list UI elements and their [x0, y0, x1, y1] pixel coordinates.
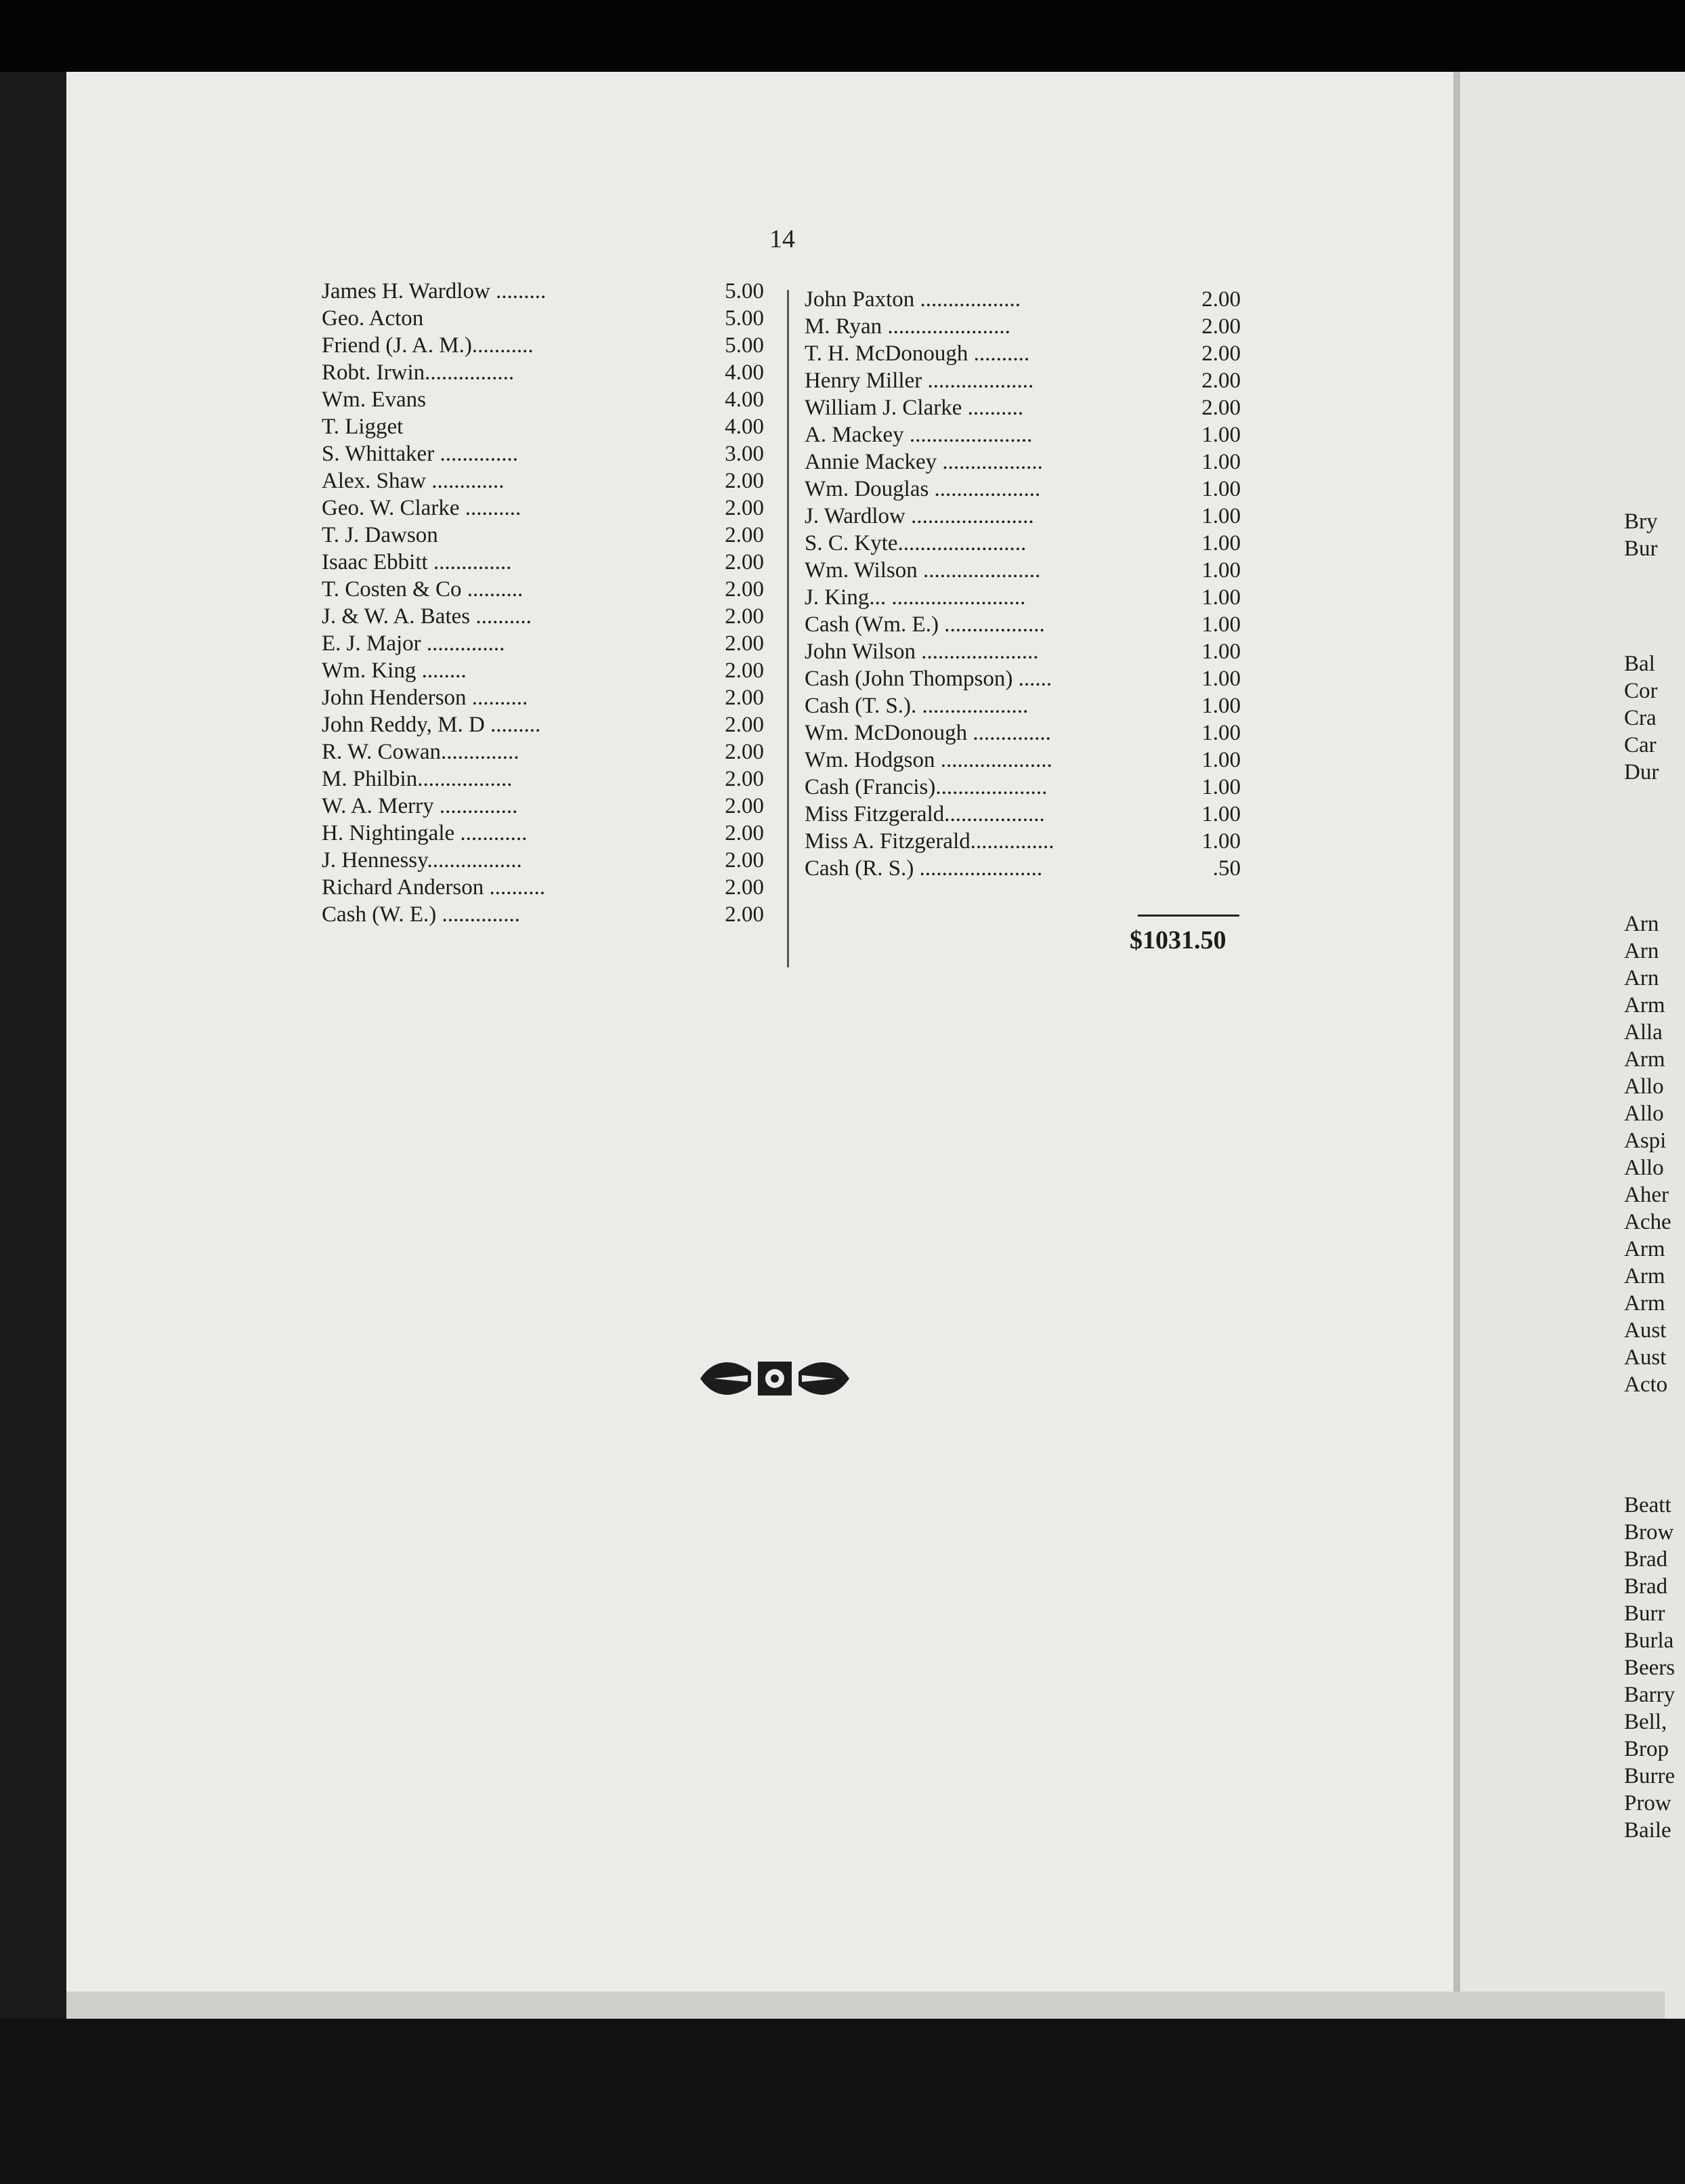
facing-page-name-fragment: Arn — [1624, 912, 1659, 936]
donor-name: A. Mackey ...................... — [805, 423, 1033, 447]
donor-name: John Wilson ..................... — [805, 639, 1039, 664]
donor-name: Geo. Acton — [322, 306, 424, 331]
facing-page-name-fragment: Beers — [1624, 1656, 1676, 1680]
donor-name: Cash (John Thompson) ...... — [805, 667, 1052, 691]
facing-page-name-fragment: Baile — [1624, 1818, 1671, 1843]
donor-name: T. Costen & Co .......... — [322, 577, 524, 602]
donor-name: Richard Anderson .......... — [322, 875, 545, 900]
facing-page-name-fragment: Arn — [1624, 966, 1659, 990]
donor-name: Miss Fitzgerald.................. — [805, 802, 1045, 826]
donation-amount: 1.00 — [1201, 748, 1241, 772]
donor-name: Alex. Shaw ............. — [322, 469, 505, 493]
donor-name: Cash (R. S.) ...................... — [805, 856, 1043, 881]
donor-name: Cash (W. E.) .............. — [322, 902, 521, 927]
donation-amount: 1.00 — [1201, 450, 1241, 474]
donation-amount: 2.00 — [725, 821, 764, 845]
donor-name: H. Nightingale ............ — [322, 821, 528, 845]
donor-name: Cash (Francis).................... — [805, 775, 1048, 799]
donor-name: J. King... ........................ — [805, 585, 1026, 610]
facing-page-name-fragment: Cra — [1624, 706, 1657, 730]
donor-name: E. J. Major .............. — [322, 631, 505, 656]
column-divider — [787, 290, 789, 967]
donor-name: Wm. Hodgson .................... — [805, 748, 1052, 772]
donor-name: John Reddy, M. D ......... — [322, 713, 541, 737]
donor-name: J. & W. A. Bates .......... — [322, 604, 532, 629]
donor-name: M. Ryan ...................... — [805, 314, 1010, 339]
facing-page-name-fragment: Burla — [1624, 1629, 1674, 1653]
facing-page-name-fragment: Arm — [1624, 1291, 1665, 1316]
donation-amount: 2.00 — [725, 496, 764, 520]
donation-amount: 4.00 — [725, 360, 764, 385]
facing-page-name-fragment: Aspi — [1624, 1129, 1667, 1153]
donor-name: James H. Wardlow ......... — [322, 279, 547, 303]
donor-name: Miss A. Fitzgerald............... — [805, 829, 1054, 854]
donation-amount: 2.00 — [725, 631, 764, 656]
donation-amount: 2.00 — [725, 848, 764, 873]
donation-amount: 1.00 — [1201, 477, 1241, 501]
printer-ornament-icon — [694, 1348, 856, 1409]
donation-amount: 5.00 — [725, 279, 764, 303]
facing-page-name-fragment: Arm — [1624, 1264, 1665, 1288]
facing-page-name-fragment: Aher — [1624, 1183, 1669, 1207]
donation-amount: 2.00 — [725, 658, 764, 683]
donor-name: John Paxton .................. — [805, 287, 1021, 312]
donor-name: R. W. Cowan.............. — [322, 740, 519, 764]
donation-amount: 1.00 — [1201, 721, 1241, 745]
donation-amount: 1.00 — [1201, 694, 1241, 718]
facing-page-name-fragment: Cor — [1624, 679, 1658, 703]
donor-name: William J. Clarke .......... — [805, 396, 1024, 420]
facing-page-name-fragment: Dur — [1624, 760, 1659, 784]
donation-amount: 2.00 — [725, 523, 764, 547]
donation-amount: 1.00 — [1201, 829, 1241, 854]
total-rule — [1138, 915, 1239, 917]
donation-amount: 1.00 — [1201, 612, 1241, 637]
donation-amount: 1.00 — [1201, 639, 1241, 664]
donation-amount: 1.00 — [1201, 802, 1241, 826]
facing-page-name-fragment: Car — [1624, 733, 1657, 757]
donation-amount: 1.00 — [1201, 531, 1241, 555]
donation-amount: 2.00 — [1201, 341, 1241, 366]
donation-amount: 2.00 — [1201, 287, 1241, 312]
facing-page-name-fragment: Arm — [1624, 993, 1665, 1017]
donor-name: Cash (Wm. E.) .................. — [805, 612, 1045, 637]
donation-amount: 2.00 — [1201, 314, 1241, 339]
facing-page-name-fragment: Arn — [1624, 939, 1659, 963]
facing-page-name-fragment: Brop — [1624, 1737, 1669, 1761]
donor-name: S. Whittaker .............. — [322, 442, 518, 466]
donation-amount: 2.00 — [1201, 369, 1241, 393]
donor-name: M. Philbin................. — [322, 767, 513, 791]
facing-page-name-fragment: Allo — [1624, 1156, 1664, 1180]
donor-name: W. A. Merry .............. — [322, 794, 518, 818]
donor-name: T. H. McDonough .......... — [805, 341, 1030, 366]
facing-page-name-fragment: Prow — [1624, 1791, 1671, 1815]
donation-amount: 1.00 — [1201, 585, 1241, 610]
donation-amount: 2.00 — [725, 740, 764, 764]
donation-amount: 4.00 — [725, 415, 764, 439]
facing-page-name-fragment: Bur — [1624, 537, 1658, 561]
donor-name: Robt. Irwin................ — [322, 360, 515, 385]
donation-amount: 2.00 — [725, 875, 764, 900]
donation-amount: 5.00 — [725, 333, 764, 358]
facing-page-name-fragment: Bell, — [1624, 1710, 1667, 1734]
facing-page-name-fragment: Arm — [1624, 1237, 1665, 1261]
facing-page-name-fragment: Burr — [1624, 1601, 1665, 1626]
donation-amount: 3.00 — [725, 442, 764, 466]
facing-page-name-fragment: Beatt — [1624, 1493, 1671, 1517]
donor-name: Wm. Douglas ................... — [805, 477, 1041, 501]
facing-page-name-fragment: Alla — [1624, 1020, 1663, 1045]
book-spine — [1453, 72, 1460, 2036]
donation-amount: 1.00 — [1201, 423, 1241, 447]
scan-border-top — [0, 0, 1685, 72]
donor-name: S. C. Kyte....................... — [805, 531, 1027, 555]
donor-name: Wm. King ........ — [322, 658, 467, 683]
donation-amount: 2.00 — [725, 577, 764, 602]
scan-border-left — [0, 72, 66, 2184]
donation-amount: 5.00 — [725, 306, 764, 331]
donation-amount: 2.00 — [725, 713, 764, 737]
donor-name: Friend (J. A. M.)........... — [322, 333, 534, 358]
donor-name: Isaac Ebbitt .............. — [322, 550, 512, 574]
donation-amount: .50 — [1212, 856, 1241, 881]
donor-name: T. Ligget — [322, 415, 404, 439]
donation-amount: 2.00 — [725, 767, 764, 791]
facing-page-name-fragment: Arm — [1624, 1047, 1665, 1072]
donor-name: J. Wardlow ...................... — [805, 504, 1034, 528]
donor-name: T. J. Dawson — [322, 523, 438, 547]
facing-page-name-fragment: Acto — [1624, 1372, 1668, 1397]
donor-name: Annie Mackey .................. — [805, 450, 1043, 474]
facing-page-name-fragment: Bal — [1624, 652, 1655, 676]
donation-amount: 1.00 — [1201, 667, 1241, 691]
donation-amount: 2.00 — [1201, 396, 1241, 420]
donation-amount: 2.00 — [725, 902, 764, 927]
donor-name: Wm. McDonough .............. — [805, 721, 1051, 745]
facing-page-name-fragment: Allo — [1624, 1074, 1664, 1099]
page-number: 14 — [769, 225, 795, 253]
donation-amount: 1.00 — [1201, 775, 1241, 799]
donation-amount: 1.00 — [1201, 558, 1241, 583]
donor-name: Henry Miller ................... — [805, 369, 1034, 393]
donation-amount: 2.00 — [725, 794, 764, 818]
facing-page-name-fragment: Barry — [1624, 1683, 1676, 1707]
donor-name: Cash (T. S.). ................... — [805, 694, 1029, 718]
donor-name: Wm. Evans — [322, 387, 426, 412]
donation-amount: 2.00 — [725, 686, 764, 710]
scan-border-bottom — [0, 2019, 1685, 2184]
donation-amount: 2.00 — [725, 604, 764, 629]
donor-name: Geo. W. Clarke .......... — [322, 496, 521, 520]
grand-total: $1031.50 — [1130, 926, 1227, 954]
facing-page-name-fragment: Allo — [1624, 1101, 1664, 1126]
donation-amount: 1.00 — [1201, 504, 1241, 528]
facing-page-name-fragment: Brow — [1624, 1520, 1674, 1545]
donor-name: Wm. Wilson ..................... — [805, 558, 1041, 583]
donor-name: John Henderson .......... — [322, 686, 528, 710]
donation-amount: 2.00 — [725, 550, 764, 574]
facing-page-name-fragment: Aust — [1624, 1318, 1667, 1343]
donation-amount: 2.00 — [725, 469, 764, 493]
facing-page-name-fragment: Burre — [1624, 1764, 1676, 1788]
facing-page-name-fragment: Brad — [1624, 1547, 1668, 1572]
donation-amount: 4.00 — [725, 387, 764, 412]
facing-page-name-fragment: Ache — [1624, 1210, 1671, 1234]
facing-page-name-fragment: Bry — [1624, 509, 1658, 534]
facing-page-name-fragment: Aust — [1624, 1345, 1667, 1370]
donor-name: J. Hennessy................. — [322, 848, 522, 873]
facing-page-name-fragment: Brad — [1624, 1574, 1668, 1599]
